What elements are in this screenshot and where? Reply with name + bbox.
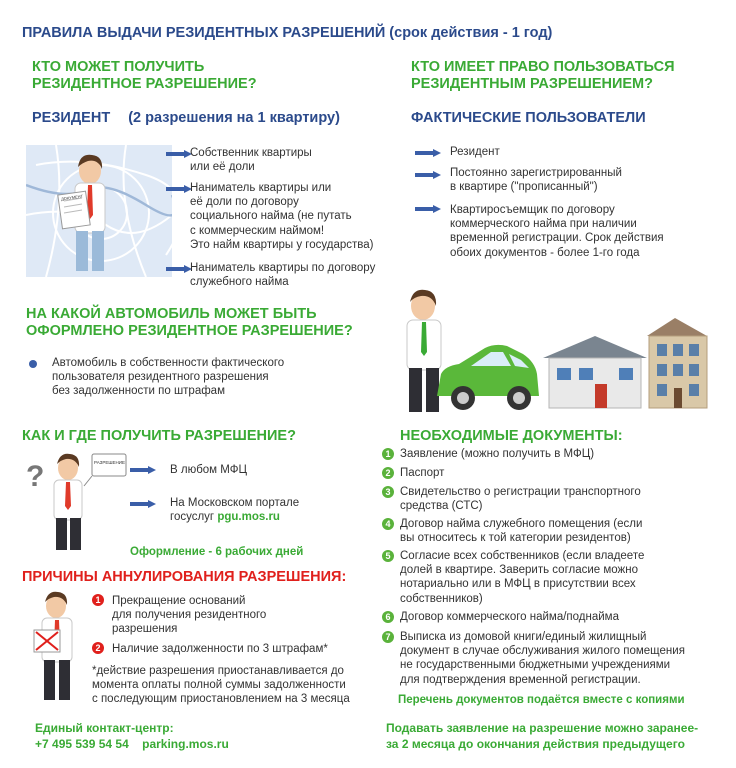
who-uses-item-commercial-tenant: Квартиросъемщик по договору коммерческого найма при наличии временной регистрации. Срок действия обоих документов - более 1-го года xyxy=(450,204,664,259)
document-caption: ДОКУМЕНТ xyxy=(60,193,84,202)
who-can-heading: КТО МОЖЕТ ПОЛУЧИТЬ РЕЗИДЕНТНОЕ РАЗРЕШЕНИЕ? xyxy=(32,59,257,92)
arrow-right-icon xyxy=(166,150,192,158)
doc-item-application: Заявление (можно получить в МФЦ) xyxy=(400,448,595,460)
doc-number-badge: 2 xyxy=(382,467,394,479)
bullet-icon xyxy=(29,360,37,368)
doc-number-badge: 6 xyxy=(382,611,394,623)
moscow-map-illustration xyxy=(26,145,172,277)
resident-heading xyxy=(32,110,340,126)
car-house-illustration xyxy=(395,288,715,416)
resident-label: РЕЗИДЕНТ xyxy=(32,110,111,126)
cancel-number-badge: 1 xyxy=(92,594,104,606)
page-title xyxy=(22,25,552,41)
car-heading: НА КАКОЙ АВТОМОБИЛЬ МОЖЕТ БЫТЬ ОФОРМЛЕНО РЕЗИДЕНТНОЕ РАЗРЕШЕНИЕ? xyxy=(26,306,353,339)
resident-note: (2 разрешения на 1 квартиру) xyxy=(128,110,340,126)
cancel-item-grounds: Прекращение оснований для получения резидентного разрешения xyxy=(112,595,267,636)
doc-item-service-contract: Договор найма служебного помещения (если вы относитесь к той категории резидентов) xyxy=(400,518,643,545)
who-can-item-owner: Собственник квартиры или её доли xyxy=(190,147,312,174)
arrow-right-icon xyxy=(166,185,192,193)
doc-item-house-book-extract: Выписка из домовой книги/единый жилищный документ в случае обслуживания жилого помещения не государственными бюджетными учреждениями для подтверждения временной регистрации. xyxy=(400,631,685,686)
page-title-main: ПРАВИЛА ВЫДАЧИ РЕЗИДЕНТНЫХ РАЗРЕШЕНИЙ xyxy=(22,25,386,41)
thinking-man-illustration xyxy=(20,452,130,552)
copies-note: Перечень документов подаётся вместе с копиями xyxy=(398,694,685,706)
car-requirement-text: Автомобиль в собственности фактического пользователя резидентного разрешения без задолженности по штрафам xyxy=(52,357,285,398)
arrow-right-icon xyxy=(130,466,156,474)
permit-sign-caption: РАЗРЕШЕНИЕ xyxy=(94,460,125,465)
page-title-validity: (срок действия - 1 год) xyxy=(389,25,553,41)
who-uses-item-resident: Резидент xyxy=(450,146,500,158)
how-heading: КАК И ГДЕ ПОЛУЧИТЬ РАЗРЕШЕНИЕ? xyxy=(22,428,296,444)
doc-number-badge: 1 xyxy=(382,448,394,460)
pgu-link[interactable]: pgu.mos.ru xyxy=(217,511,280,524)
doc-item-passport: Паспорт xyxy=(400,467,445,479)
cancel-note: *действие разрешения приостанавливается до момента оплаты полной суммы задолженности с последующим приостановлением на 3 месяца xyxy=(92,665,350,706)
who-uses-heading: КТО ИМЕЕТ ПРАВО ПОЛЬЗОВАТЬСЯ РЕЗИДЕНТНЫМ РАЗРЕШЕНИЕМ? xyxy=(411,59,675,92)
who-can-item-service-tenant: Наниматель квартиры по договору служебного найма xyxy=(190,262,376,289)
arrow-right-icon xyxy=(415,205,441,213)
car-icon xyxy=(437,345,539,410)
businessman-figure xyxy=(407,290,441,412)
contact-label: Единый контакт-центр: xyxy=(35,721,174,735)
who-can-item-social-tenant: Наниматель квартиры или её доли по договору социального найма (не путать с коммерческим наймом! Это найм квартиры у государства) xyxy=(190,182,374,251)
cancel-number-badge: 2 xyxy=(92,642,104,654)
arrow-right-icon xyxy=(130,500,156,508)
arrow-right-icon xyxy=(166,265,192,273)
apartment-building-icon xyxy=(647,318,707,408)
doc-number-badge: 4 xyxy=(382,518,394,530)
doc-item-commercial-contract: Договор коммерческого найма/поднайма xyxy=(400,611,619,623)
crossed-document-man-illustration xyxy=(30,590,86,702)
doc-number-badge: 7 xyxy=(382,631,394,643)
who-uses-item-registered: Постоянно зарегистрированный в квартире ("прописанный") xyxy=(450,167,622,194)
arrow-right-icon xyxy=(415,171,441,179)
question-mark: ? xyxy=(26,460,45,493)
doc-item-sts: Свидетельство о регистрации транспортного средства (СТС) xyxy=(400,486,641,513)
how-item-mfc: В любом МФЦ xyxy=(170,464,247,476)
cancel-item-fines: Наличие задолженности по 3 штрафам* xyxy=(112,643,328,655)
house-icon xyxy=(543,336,647,408)
cancel-heading: ПРИЧИНЫ АННУЛИРОВАНИЯ РАЗРЕШЕНИЯ: xyxy=(22,569,347,585)
doc-number-badge: 5 xyxy=(382,550,394,562)
processing-time: Оформление - 6 рабочих дней xyxy=(130,546,304,558)
doc-number-badge: 3 xyxy=(382,486,394,498)
actual-users-heading: ФАКТИЧЕСКИЕ ПОЛЬЗОВАТЕЛИ xyxy=(411,110,646,126)
docs-heading: НЕОБХОДИМЫЕ ДОКУМЕНТЫ: xyxy=(400,428,623,444)
contact-site-link[interactable]: parking.mos.ru xyxy=(142,737,229,751)
doc-item-owners-consent: Согласие всех собственников (если владеете долей в квартире. Заверить согласие можно нотариально или в МФЦ в присутствии всех собственников) xyxy=(400,550,645,605)
contact-center xyxy=(35,720,229,752)
contact-phone[interactable]: +7 495 539 54 54 xyxy=(35,737,129,751)
how-item-portal: На Московском портале госуслуг pgu.mos.ru xyxy=(170,497,300,524)
advance-application-note: Подавать заявление на разрешение можно заранее- за 2 месяца до окончания действия предыдущего xyxy=(386,721,699,751)
arrow-right-icon xyxy=(415,149,441,157)
